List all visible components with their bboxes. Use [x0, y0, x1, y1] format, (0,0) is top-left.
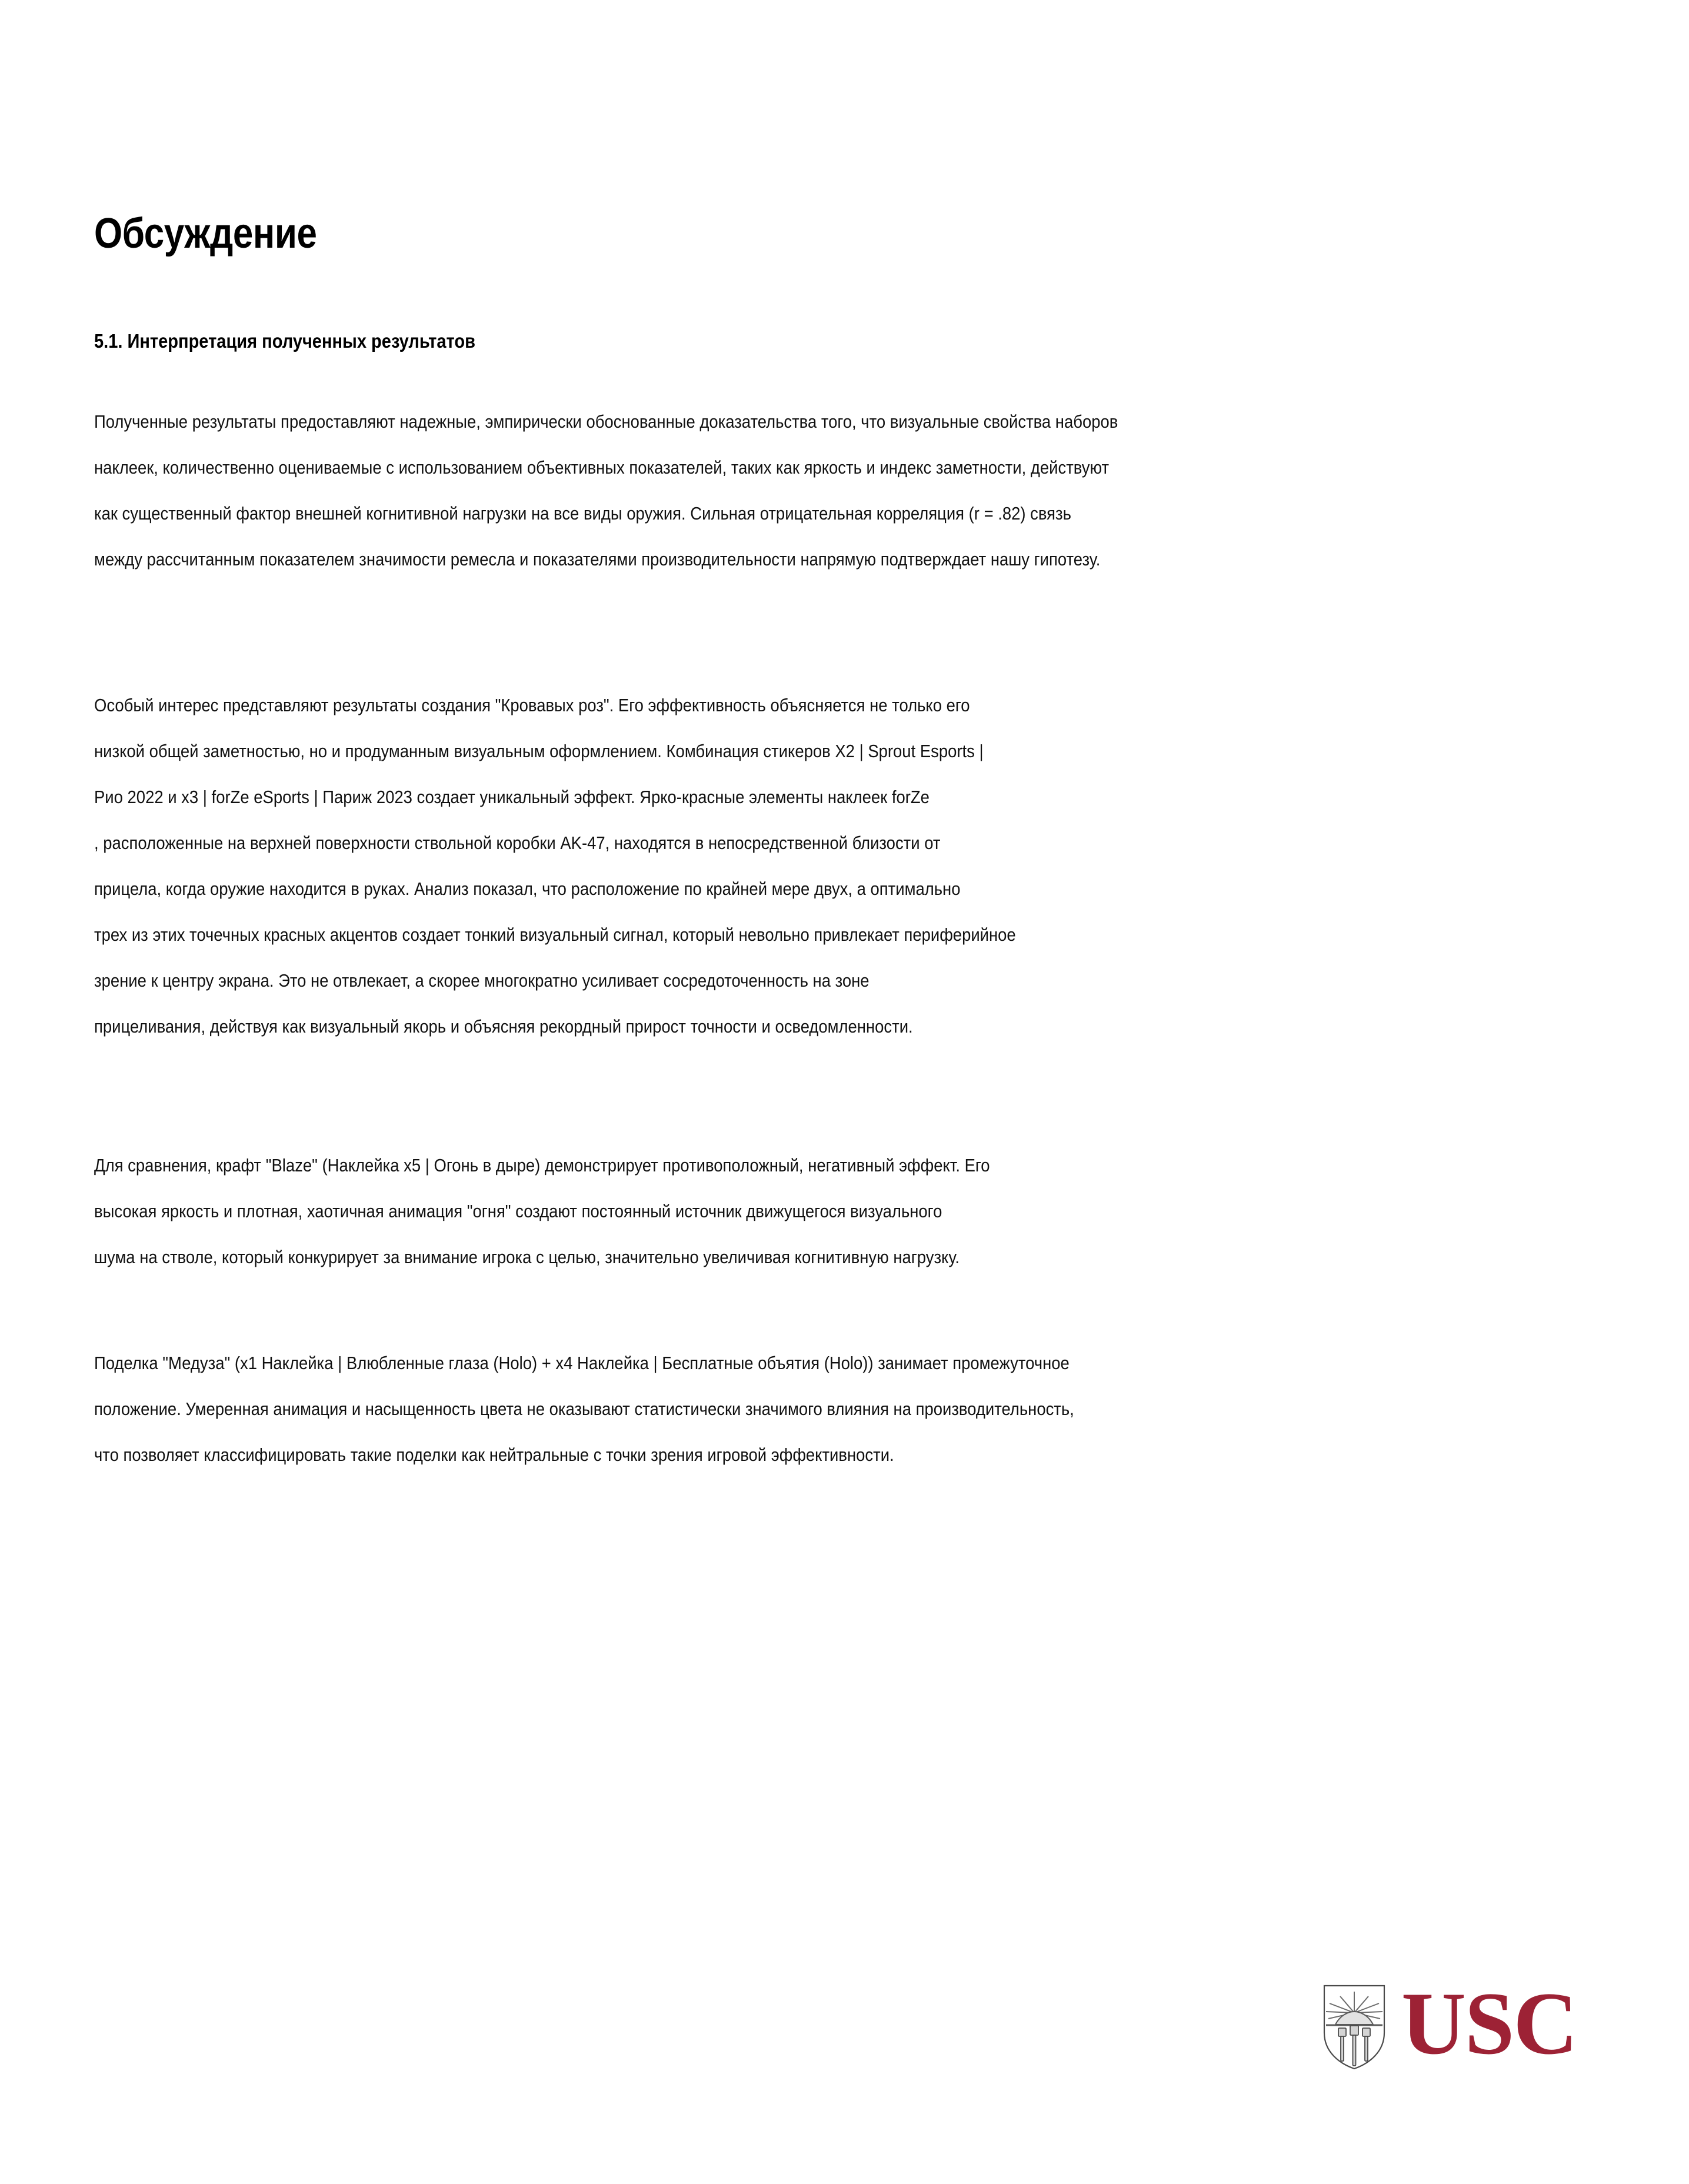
paragraph-line: шума на стволе, который конкурирует за внимание игрока с целью, значительно увеличивая когнитивную нагрузку. [94, 1247, 960, 1267]
section-heading-container [94, 329, 527, 353]
paragraph-line: Рио 2022 и x3 | forZe eSports | Париж 2023 создает уникальный эффект. Ярко-красные элементы наклеек forZe [94, 787, 930, 807]
section-heading: 5.1. Интерпретация полученных результатов [94, 330, 475, 352]
paragraph-line: прицеливания, действуя как визуальный якорь и объясняя рекордный прирост точности и осведомленности. [94, 1017, 913, 1037]
paragraph-1 [94, 399, 1265, 582]
paragraph-line: Для сравнения, крафт "Blaze" (Наклейка x5 | Огонь в дыре) демонстрирует противоположный, негативный эффект. Его [94, 1156, 990, 1176]
paragraph-line: прицела, когда оружие находится в руках. Анализ показал, что расположение по крайней мере двух, а оптимально [94, 879, 961, 899]
usc-shield-crest-icon [1322, 1983, 1386, 2070]
paragraph-line: высокая яркость и плотная, хаотичная анимация "огня" создают постоянный источник движущегося визуального [94, 1201, 942, 1221]
paragraph-2 [94, 682, 1265, 1050]
paragraph-line: зрение к центру экрана. Это не отвлекает, а скорее многократно усиливает сосредоточенность на зоне [94, 971, 870, 991]
paragraph-line: что позволяет классифицировать такие поделки как нейтральные с точки зрения игровой эффективности. [94, 1445, 894, 1465]
paragraph-line: между рассчитанным показателем значимости ремесла и показателями производительности напрямую подтверждает нашу гипотезу. [94, 550, 1101, 570]
paragraph-line: наклеек, количественно оцениваемые с использованием объективных показателей, таких как яркость и индекс заметности, действуют [94, 458, 1110, 478]
paragraph-line: трех из этих точечных красных акцентов создает тонкий визуальный сигнал, который невольно привлекает периферийное [94, 925, 1016, 945]
paragraph-4 [94, 1340, 1265, 1478]
paragraph-line: положение. Умеренная анимация и насыщенность цвета не оказывают статистически значимого влияния на производительность, [94, 1399, 1074, 1419]
page-title: Обсуждение [94, 210, 317, 257]
paragraph-line: как существенный фактор внешней когнитивной нагрузки на все виды оружия. Сильная отрицательная корреляция (r = .82) связь [94, 504, 1071, 524]
page-title-container [94, 212, 353, 257]
paragraph-line: низкой общей заметностью, но и продуманным визуальным оформлением. Комбинация стикеров X2 | Sprout Esports | [94, 741, 984, 761]
paragraph-line: Поделка "Медуза" (x1 Наклейка | Влюбленные глаза (Holo) + x4 Наклейка | Бесплатные объятия (Holo)) занимает промежуточное [94, 1353, 1070, 1373]
paragraph-3 [94, 1143, 1265, 1280]
paragraph-line: Полученные результаты предоставляют надежные, эмпирически обоснованные доказательства того, что визуальные свойства наборов [94, 412, 1118, 432]
paragraph-line: , расположенные на верхней поверхности ствольной коробки AK-47, находятся в непосредственной близости от [94, 833, 941, 853]
paragraph-line: Особый интерес представляют результаты создания "Кровавых роз". Его эффективность объясняется не только его [94, 695, 970, 715]
usc-wordmark: USC [1401, 1974, 1577, 2073]
usc-logo [1322, 1971, 1577, 2083]
